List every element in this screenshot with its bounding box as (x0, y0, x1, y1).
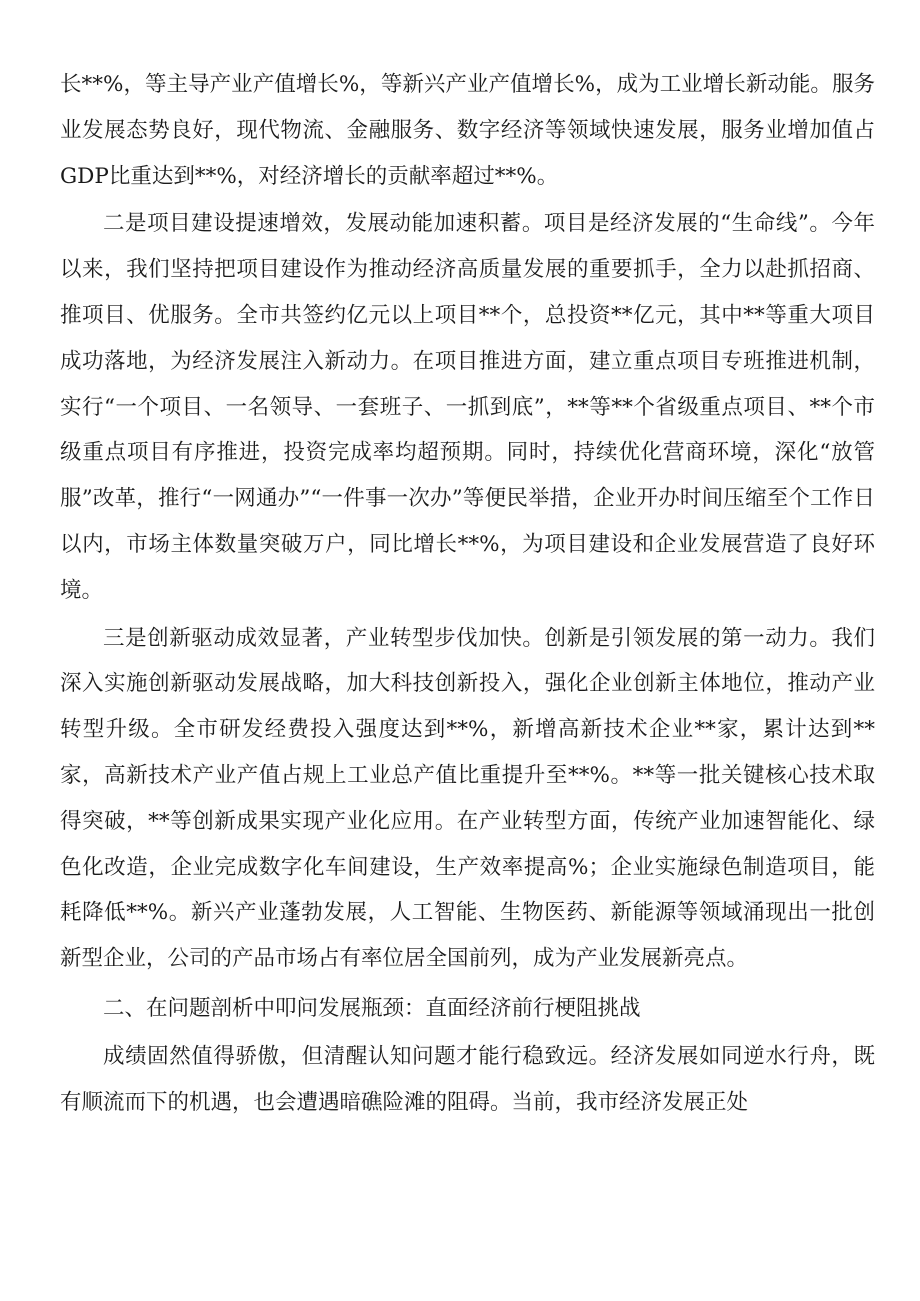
paragraph-project-construction: 二是项目建设提速增效，发展动能加速积蓄。项目是经济发展的“生命线”。今年以来，我们坚持把项目建设作为推动经济高质量发展的重要抓手，全力以赴抓招商、推项目、优服务。全市共签约亿元以上项目**个，总投资**亿元，其中**等重大项目成功落地，为经济发展注入新动力。在项目推进方面，建立重点项目专班推进机制，实行“一个项目、一名领导、一套班子、一抓到底”，**等**个省级重点项目、**个市级重点项目有序推进，投资完成率均超预期。同时，持续优化营商环境，深化“放管服”改革，推行“一网通办”“一件事一次办”等便民举措，企业开办时间压缩至个工作日以内，市场主体数量突破万户，同比增长**%，为项目建设和企业发展营造了良好环境。 (60, 211, 875, 603)
document-body (60, 62, 875, 1127)
paragraph-innovation: 三是创新驱动成效显著，产业转型步伐加快。创新是引领发展的第一动力。我们深入实施创新驱动发展战略，加大科技创新投入，强化企业创新主体地位，推动产业转型升级。全市研发经费投入强度达到**%，新增高新技术企业**家，累计达到**家，高新技术产业产值占规上工业总产值比重提升至**%。**等一批关键核心技术取得突破，**等创新成果实现产业化应用。在产业转型方面，传统产业加速智能化、绿色化改造，企业完成数字化车间建设，生产效率提高%；企业实施绿色制造项目，能耗降低**%。新兴产业蓬勃发展，人工智能、生物医药、新能源等领域涌现出一批创新型企业，公司的产品市场占有率位居全国前列，成为产业发展新亮点。 (60, 625, 875, 972)
paragraph-continuation: 长**%，等主导产业产值增长%，等新兴产业产值增长%，成为工业增长新动能。服务业发展态势良好，现代物流、金融服务、数字经济等领域快速发展，服务业增加值占GDP比重达到**%，对经济增长的贡献率超过**%。 (60, 72, 875, 189)
paragraph-problem-analysis: 成绩固然值得骄傲，但清醒认知问题才能行稳致远。经济发展如同逆水行舟，既有顺流而下的机遇，也会遭遇暗礁险滩的阻碍。当前，我市经济发展正处 (60, 1043, 875, 1115)
section-heading: 二、在问题剖析中叩问发展瓶颈：直面经济前行梗阻挑战 (103, 995, 641, 1021)
